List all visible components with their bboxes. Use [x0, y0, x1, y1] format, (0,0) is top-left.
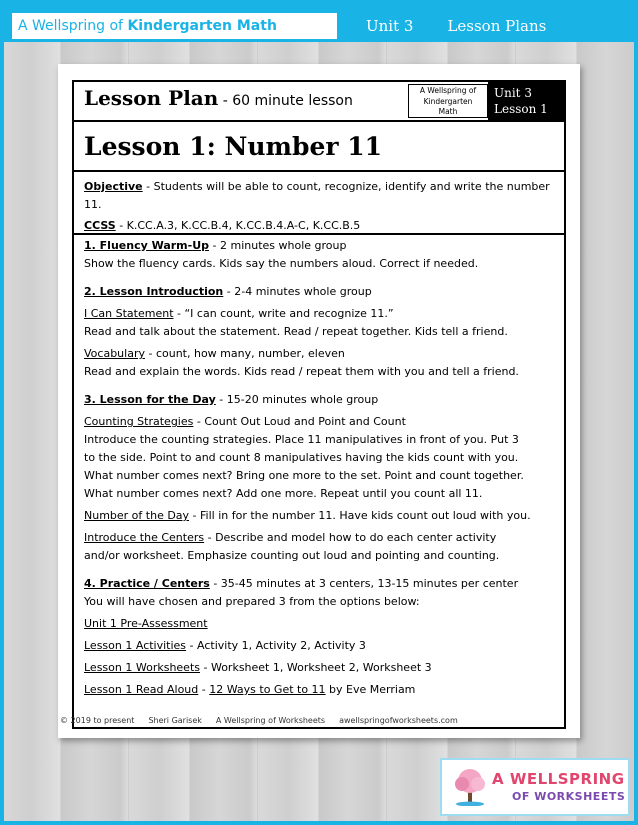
tree-icon: [450, 766, 490, 806]
strategies-line-1: Introduce the counting strategies. Place 11 manipulatives in front of you. Put 3: [84, 433, 519, 446]
centers-line-2: and/or worksheet. Emphasize counting out loud and pointing and counting.: [84, 549, 500, 562]
strategies-line-2: to the side. Point to and count 8 manipulatives having the kids count with you.: [84, 451, 519, 464]
fluency-heading-label: 1. Fluency Warm-Up: [84, 239, 210, 252]
nod-text: - Fill in for the number 11. Have kids count out loud with you.: [189, 509, 531, 522]
mini-logo-line: Math: [438, 107, 458, 116]
centers-line: [84, 529, 558, 547]
vocab-detail: Read and explain the words. Kids read / repeat them with you and tell a friend.: [84, 365, 519, 378]
lesson-body: [74, 235, 564, 699]
ican-label: I Can Statement: [84, 307, 174, 320]
mini-logo-line: Kindergarten: [423, 96, 473, 106]
intro-heading-label: 2. Lesson Introduction: [84, 285, 224, 298]
practice-heading-label: 4. Practice / Centers: [84, 577, 210, 590]
lesson-paper: [58, 64, 580, 738]
header-unit: Unit 3: [494, 86, 532, 100]
header-lesson: Lesson 1: [494, 102, 548, 116]
brand-bold: Kindergarten Math: [127, 18, 277, 34]
mini-logo: [408, 84, 488, 118]
worksheets-line: [84, 659, 558, 677]
ccss-line: [84, 217, 556, 235]
ccss-text: - K.CC.A.3, K.CC.B.4, K.CC.B.4.A-C, K.CC.B.5: [115, 219, 361, 232]
lesson-sheet: [72, 80, 566, 729]
strategies-line-3: What number comes next? Bring one more to the set. Point and count together.: [84, 469, 524, 482]
intro-time: - 2-4 minutes whole group: [223, 285, 372, 298]
banner-right: [366, 13, 580, 39]
brand-title: [12, 13, 337, 39]
objective-block: [74, 172, 564, 235]
header-title-text: Lesson Plan: [84, 86, 219, 110]
read-aloud-author: by Eve Merriam: [325, 683, 416, 696]
footer-copyright: © 2019 to present: [60, 716, 135, 725]
practice-intro: You will have chosen and prepared 3 from the options below:: [84, 595, 420, 608]
activities-text: - Activity 1, Activity 2, Activity 3: [186, 639, 366, 652]
ican-line: [84, 305, 558, 323]
read-aloud-line: [84, 681, 558, 699]
logo-line2: OF WORKSHEETS: [512, 790, 626, 803]
vocab-label: Vocabulary: [84, 347, 145, 360]
strategies-text: - Count Out Loud and Point and Count: [193, 415, 406, 428]
logo-line1: A WELLSPRING: [492, 770, 625, 788]
nod-label: Number of the Day: [84, 509, 190, 522]
ican-text: - “I can count, write and recognize 11.”: [173, 307, 394, 320]
top-banner: [4, 4, 634, 42]
fluency-heading: [84, 237, 558, 255]
objective-label: Objective: [84, 180, 143, 193]
banner-unit: Unit 3: [366, 17, 414, 35]
ican-detail: Read and talk about the statement. Read / repeat together. Kids tell a friend.: [84, 325, 508, 338]
brand-prefix: A Wellspring of: [18, 18, 128, 34]
centers-label: Introduce the Centers: [84, 531, 205, 544]
banner-section: Lesson Plans: [447, 17, 547, 35]
read-aloud-sep: -: [198, 683, 210, 696]
footer-author: Sheri Garisek: [148, 716, 202, 725]
read-aloud-title: 12 Ways to Get to 11: [209, 683, 326, 696]
read-aloud-label: Lesson 1 Read Aloud: [84, 683, 199, 696]
pre-assessment: [84, 615, 558, 633]
practice-heading: [84, 575, 558, 593]
fluency-time: - 2 minutes whole group: [209, 239, 347, 252]
activities-label: Lesson 1 Activities: [84, 639, 187, 652]
pre-assessment-label: Unit 1 Pre-Assessment: [84, 617, 208, 630]
objective-text: - Students will be able to count, recognize, identify and write the number 11.: [84, 180, 550, 211]
strategies-line: [84, 413, 558, 431]
footer-brand: A Wellspring of Worksheets: [215, 716, 326, 725]
fluency-text: Show the fluency cards. Kids say the numbers aloud. Correct if needed.: [84, 257, 479, 270]
lesson-title: Lesson 1: Number 11: [74, 122, 564, 172]
wellspring-logo: [440, 758, 630, 816]
unit-lesson-box: [488, 82, 564, 120]
lesson-time: - 15-20 minutes whole group: [215, 393, 379, 406]
worksheets-text: - Worksheet 1, Worksheet 2, Worksheet 3: [200, 661, 432, 674]
lesson-heading-label: 3. Lesson for the Day: [84, 393, 216, 406]
footer-url: awellspringofworksheets.com: [339, 716, 458, 725]
page-footer: [60, 716, 560, 725]
mini-logo-line: A Wellspring of: [419, 86, 477, 95]
objective-line: [84, 178, 556, 214]
centers-text: - Describe and model how to do each center activity: [204, 531, 497, 544]
worksheets-label: Lesson 1 Worksheets: [84, 661, 200, 674]
strategies-line-4: What number comes next? Add one more. Repeat until you count all 11.: [84, 487, 483, 500]
nod-line: [84, 507, 558, 525]
vocab-text: - count, how many, number, eleven: [144, 347, 345, 360]
practice-time: - 35-45 minutes at 3 centers, 13-15 minutes per center: [209, 577, 519, 590]
intro-heading: [84, 283, 558, 301]
vocab-line: [84, 345, 558, 363]
lesson-header: [74, 82, 564, 122]
activities-line: [84, 637, 558, 655]
header-title: [84, 86, 353, 110]
header-duration: - 60 minute lesson: [218, 93, 353, 109]
ccss-label: CCSS: [84, 219, 116, 232]
lesson-heading: [84, 391, 558, 409]
strategies-label: Counting Strategies: [84, 415, 194, 428]
